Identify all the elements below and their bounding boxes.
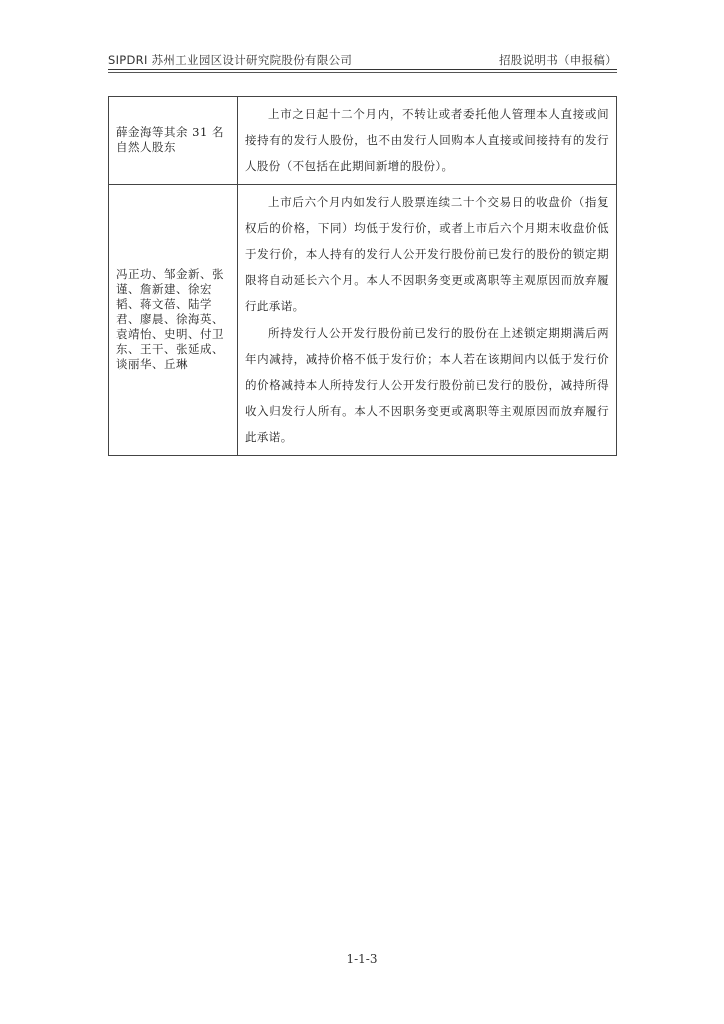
shareholder-cell xyxy=(109,184,238,455)
page-number: 1-1-3 xyxy=(346,952,378,966)
header-company-name: SIPDRI 苏州工业园区设计研究院股份有限公司 xyxy=(108,53,353,67)
commitment-paragraph: 上市后六个月内如发行人股票连续二十个交易日的收盘价（指复权后的价格，下同）均低于发行价，或者上市后六个月期末收盘价低于发行价，本人持有的发行人公开发行股份前已发行的股份的锁定期限将自动延长六个月。本人不因职务变更或离职等主观原因而放弃履行此承诺。 xyxy=(245,194,609,314)
commitment-paragraph: 上市之日起十二个月内，不转让或者委托他人管理本人直接或间接持有的发行人股份，也不由发行人回购本人直接或间接持有的发行人股份（不包括在此期间新增的股份）。 xyxy=(245,107,609,174)
commitment-cell xyxy=(238,184,617,455)
table-row xyxy=(109,184,617,455)
header-document-title: 招股说明书（申报稿） xyxy=(499,53,617,67)
header-rule-thin xyxy=(108,72,617,73)
shareholder-cell xyxy=(109,97,238,185)
shareholder-names: 冯正功、邹金新、张谨、詹新建、徐宏韬、蒋文蓓、陆学君、廖晨、徐海英、袁靖怡、史明、付卫东、王干、张延成、谈丽华、丘琳 xyxy=(116,267,224,372)
page-header xyxy=(108,50,617,68)
commitment-cell xyxy=(238,97,617,185)
commitment-table xyxy=(108,96,617,456)
shareholder-names: 薛金海等其余 31 名自然人股东 xyxy=(116,125,224,155)
table-row xyxy=(109,97,617,185)
commitment-paragraph: 所持发行人公开发行股份前已发行的股份在上述锁定期期满后两年内减持，减持价格不低于发行价；本人若在该期间内以低于发行价的价格减持本人所持发行人公开发行股份前已发行的股份，减持所得收入归发行人所有。本人不因职务变更或离职等主观原因而放弃履行此承诺。 xyxy=(245,325,609,445)
header-rule xyxy=(108,69,617,70)
